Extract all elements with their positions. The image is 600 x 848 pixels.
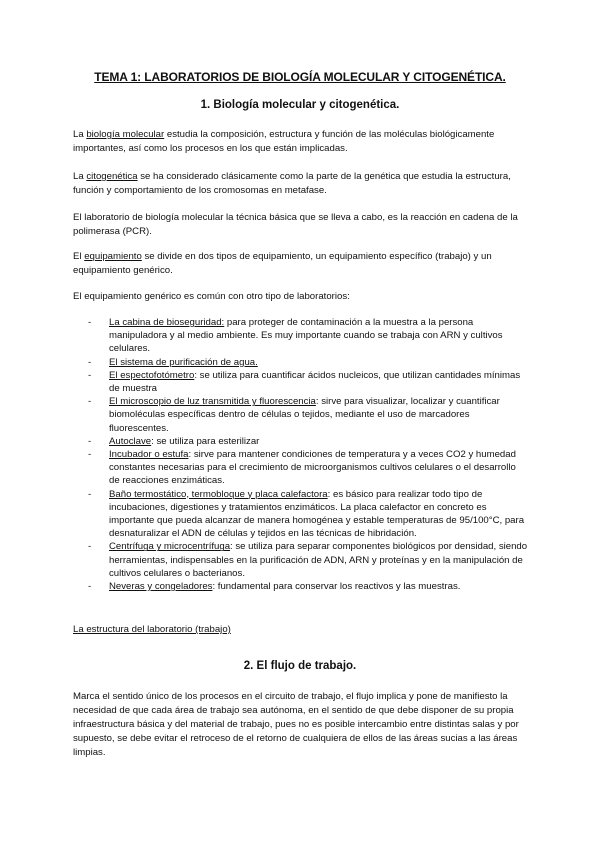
list-item: - Incubador o estufa: sirve para mantener condiciones de temperatura y a veces CO2 y humedad constantes necesarias para el crecimiento de microorganismos cultivos celulares o el desarrollo de reacciones enzimáticas.: [88, 449, 516, 487]
item-term: La cabina de bioseguridad:: [109, 317, 225, 328]
item-text: : fundamental para conservar los reactivos y las muestras.: [212, 581, 461, 593]
list-item: - El espectofotómetro: se utiliza para cuantificar ácidos nucleicos, que utilizan cantidades mínimas de muestra: [88, 369, 521, 395]
paragraph-text: El: [73, 251, 85, 262]
item-text: : se utiliza para esterilizar: [151, 435, 260, 447]
list-item: - Autoclave: se utiliza para esterilizar: [88, 435, 260, 447]
list-item: - Baño termostático, termobloque y placa calefactora: es básico para realizar todo tipo de incubaciones, digestiones y tratamientos enzimáticos. La placa calefactor en concreto es importante que pueda alcanzar de manera homogénea y estable temperaturas de 95/100°C, para desnaturalizar el ADN de células y tejidos en las técnicas de hibridación.: [88, 488, 525, 540]
list-item: - Centrífuga y microcentrífuga: se utiliza para separar componentes biológicos por densidad, siendo herramientas, indispensables en la purificación de ADN, ARN y proteínas y en la manipulación de cultivos celulares o bacterianos.: [88, 541, 528, 579]
paragraph-equipamiento-generico: El equipamiento genérico es común con otro tipo de laboratorios:: [73, 291, 350, 302]
item-term: Autoclave: [109, 435, 152, 447]
list-item: - El sistema de purificación de agua.: [88, 356, 258, 368]
section-heading-1: 1. Biología molecular y citogenética.: [200, 99, 400, 111]
item-text: para proteger de contaminación a la muestra a la persona manipuladora y al medio ambiente. Es muy importante cuando se trabaja con ARN y cultivos celulares.: [109, 317, 503, 355]
item-text: : es básico para realizar todo tipo de incubaciones, digestiones y tratamientos enzimáticos. La placa calefactor en concreto es importante que pueda alcanzar de manera homogénea y estable temperaturas de 95/100°C, para desnaturalizar el ADN de células y tejidos en las técnicas de hibridación.: [109, 488, 525, 540]
paragraph-pcr: El laboratorio de biología molecular la técnica básica que se lleva a cabo, es la reacción en cadena de la polimerasa (PCR).: [73, 212, 518, 237]
item-term: Neveras y congeladores: [109, 581, 213, 593]
paragraph-citogenetica: [73, 170, 528, 198]
section-heading-2: 2. El flujo de trabajo.: [243, 660, 357, 672]
item-term: Incubador o estufa: [109, 449, 189, 461]
item-text: : sirve para mantener condiciones de temperatura y a veces CO2 y humedad constantes necesarias para el crecimiento de microorganismos cultivos celulares o el desarrollo de reacciones enzimáticas.: [109, 449, 516, 487]
lab-structure-subheading: La estructura del laboratorio (trabajo): [73, 624, 231, 635]
item-text: : se utiliza para separar componentes biológicos por densidad, siendo herramientas, indispensables en la purificación de ADN, ARN y proteínas y en la manipulación de cultivos celulares o bacterianos.: [109, 541, 528, 579]
document-title: TEMA 1: LABORATORIOS DE BIOLOGÍA MOLECULAR Y CITOGENÉTICA.: [94, 70, 506, 84]
paragraph-text: estudia la composición, estructura y función de las moléculas biológicamente importantes, así como los procesos en los que están implicadas.: [73, 129, 495, 154]
item-term: Baño termostático, termobloque y placa calefactora: [109, 488, 328, 500]
paragraph-flujo-trabajo: Marca el sentido único de los procesos en el circuito de trabajo, el flujo implica y pone de manifiesto la necesidad de que cada área de trabajo sea autónoma, en el sentido de que debe disponer de su propia infraestructura básica y del material de trabajo, pues no es posible intercambio entre distintas salas y por supuesto, se debe evitar el retroceso de el retorno de cualquiera de ellos de las áreas sucias a las áreas limpias.: [73, 691, 519, 758]
item-term: El microscopio de luz transmitida y fluorescencia: [109, 396, 316, 408]
paragraph-text: se divide en dos tipos de equipamiento, un equipamiento específico (trabajo) y un equipamiento genérico.: [73, 251, 492, 276]
paragraph-text: La: [73, 129, 87, 140]
paragraph-text: La: [73, 171, 87, 182]
paragraph-biologia-molecular: [73, 128, 528, 156]
list-item: - La cabina de bioseguridad: para proteger de contaminación a la muestra a la persona manipuladora y al medio ambiente. Es muy importante cuando se trabaja con ARN y cultivos celulares.: [88, 317, 503, 355]
underlined-term: biología molecular: [86, 129, 165, 140]
underlined-term: citogenética: [86, 171, 138, 182]
list-item: - El microscopio de luz transmitida y fluorescencia: sirve para visualizar, localizar y cuantificar biomoléculas específicas dentro de células o tejidos, mediante el uso de marcadores fluorescentes.: [88, 396, 500, 434]
paragraph-equipamiento: [73, 250, 528, 278]
item-term: El espectofotómetro: [109, 369, 195, 381]
item-text: : se utiliza para cuantificar ácidos nucleicos, que utilizan cantidades mínimas de muestra: [109, 369, 521, 395]
item-text: : sirve para visualizar, localizar y cuantificar biomoléculas específicas dentro de células o tejidos, mediante el uso de marcadores fluorescentes.: [109, 396, 500, 434]
equipment-list: [73, 316, 528, 593]
list-item: - Neveras y congeladores: fundamental para conservar los reactivos y las muestras.: [88, 581, 461, 593]
underlined-term: equipamiento: [84, 251, 142, 262]
paragraph-text: se ha considerado clásicamente como la parte de la genética que estudia la estructura, función y comportamiento de los cromosomas en metafase.: [73, 171, 511, 196]
item-term: Centrífuga y microcentrífuga: [109, 541, 231, 553]
item-term: El sistema de purificación de agua.: [109, 356, 258, 368]
